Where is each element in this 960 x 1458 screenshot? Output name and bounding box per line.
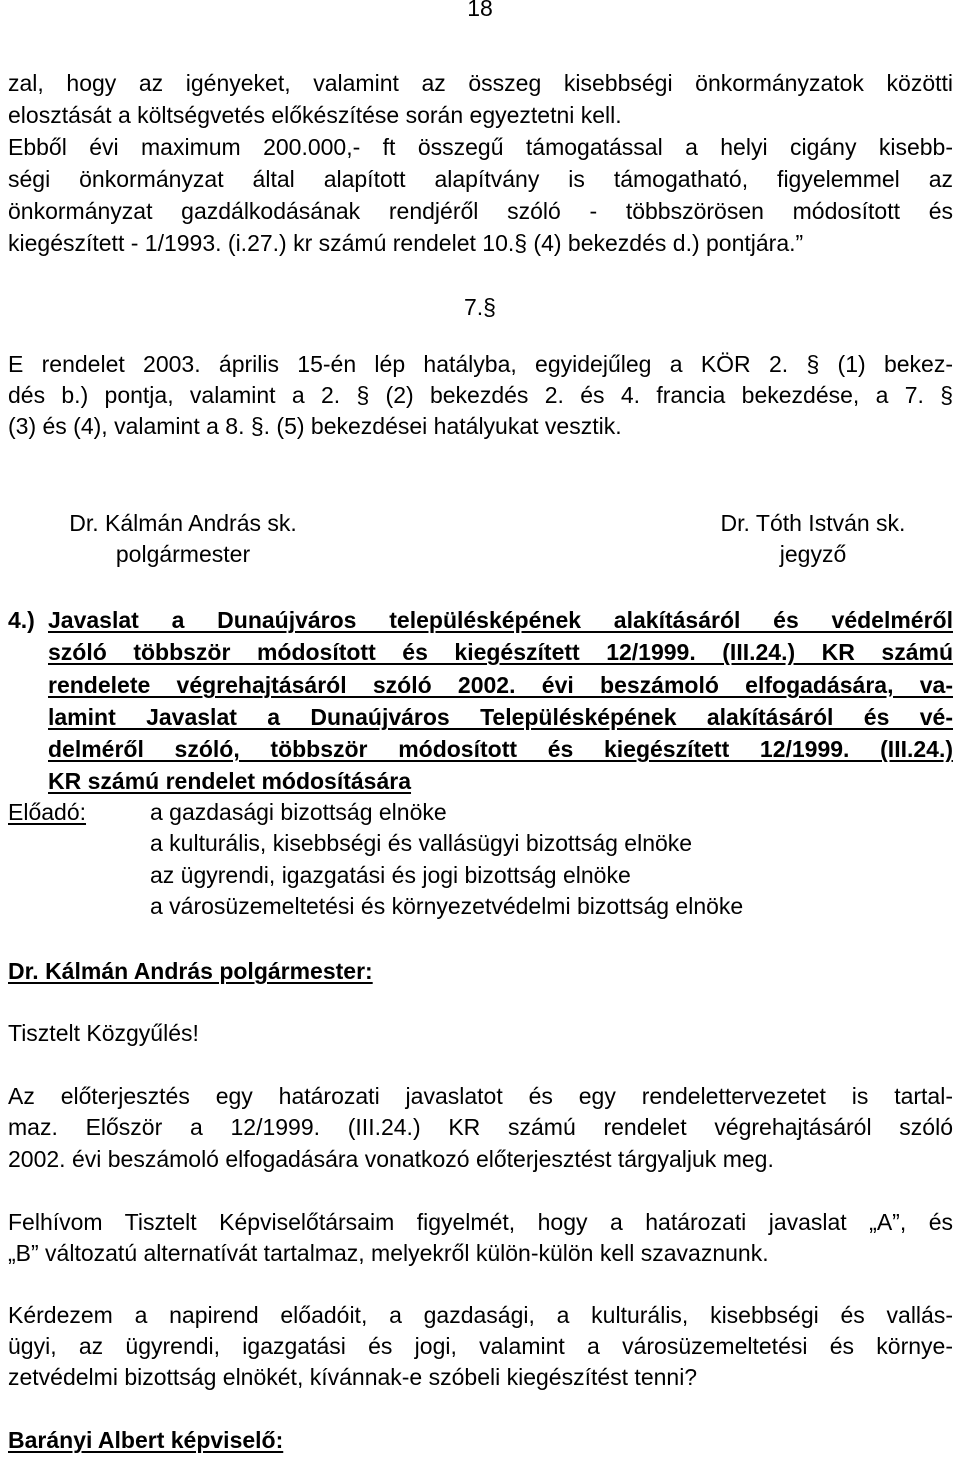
signature-left-title: polgármester [115,541,251,567]
para5-line-2: ügyi, az ügyrendi, igazgatási és jogi, valamint a városüzemeltetési és környe- [8,1333,953,1359]
presenter-item: az ügyrendi, igazgatási és jogi bizottság elnöke [150,862,631,888]
agenda-number: 4.) [8,607,35,633]
greeting: Tisztelt Közgyűlés! [8,1020,199,1046]
para3-line-1: Az előterjesztés egy határozati javaslatot és egy rendelettervezetet is tartal- [8,1083,953,1109]
section-heading: 7.§ [464,294,496,320]
para1-line-3: Ebből évi maximum 200.000,- ft összegű támogatással a helyi cigány kisebb- [8,134,953,160]
para4-line-2: „B” változatú alternatívát tartalmaz, melyekről külön-külön kell szavaznunk. [8,1240,769,1266]
signature-right-title: jegyző [779,541,847,567]
page-number: 18 [467,0,493,21]
para5-line-3: zetvédelmi bizottság elnökét, kívánnak-e szóbeli kiegészítést tenni? [8,1364,698,1390]
para1-line-6: kiegészített - 1/1993. (i.27.) kr számú rendelet 10.§ (4) bekezdés d.) pontjára.” [8,230,804,256]
agenda-title-line-4: lamint Javaslat a Dunaújváros Településképének alakításáról és vé- [48,704,953,730]
agenda-title-line-3: rendelete végrehajtásáról szóló 2002. évi beszámoló elfogadására, va- [48,672,953,698]
signature-left-name: Dr. Kálmán András sk. [69,510,297,536]
para1-line-2: elosztását a költségvetés előkészítése során egyeztetni kell. [8,102,622,128]
para1-line-1: zal, hogy az igényeket, valamint az összeg kisebbségi önkormányzatok közötti [8,70,953,96]
para1-line-5: önkormányzat gazdálkodásának rendjéről szóló - többszörösen módosított és [8,198,953,224]
agenda-title-line-5: delméről szóló, többször módosított és kiegészített 12/1999. (III.24.) [48,736,953,762]
para3-line-3: 2002. évi beszámoló elfogadására vonatkozó előterjesztést tárgyaljuk meg. [8,1146,774,1172]
para2-line-3: (3) és (4), valamint a 8. §. (5) bekezdései hatályukat vesztik. [8,413,622,439]
presenters-label: Előadó: [8,799,87,825]
para3-line-2: maz. Először a 12/1999. (III.24.) KR számú rendelet végrehajtásáról szóló [8,1114,953,1140]
agenda-title-line-1: Javaslat a Dunaújváros településképének alakításáról és védelméről [48,607,953,633]
para2-line-1: E rendelet 2003. április 15-én lép hatályba, egyidejűleg a KÖR 2. § (1) bekez- [8,351,953,377]
agenda-title-line-2: szóló többször módosított és kiegészített 12/1999. (III.24.) KR számú [48,639,953,665]
presenter-item: a városüzemeltetési és környezetvédelmi bizottság elnöke [150,893,744,919]
para5-line-1: Kérdezem a napirend előadóit, a gazdasági, a kulturális, kisebbségi és vallás- [8,1302,953,1328]
para2-line-2: dés b.) pontja, valamint a 2. § (2) bekezdés 2. és 4. francia bekezdése, a 7. § [8,382,953,408]
signature-right-name: Dr. Tóth István sk. [720,510,906,536]
agenda-title-line-6: KR számú rendelet módosítására [48,768,412,794]
speaker-heading-1: Dr. Kálmán András polgármester: [8,958,373,984]
presenter-item: a gazdasági bizottság elnöke [150,799,447,825]
speaker-heading-2: Barányi Albert képviselő: [8,1427,284,1453]
para1-line-4: ségi önkormányzat által alapított alapítvány is támogatható, figyelemmel az [8,166,953,192]
presenter-item: a kulturális, kisebbségi és vallásügyi bizottság elnöke [150,830,693,856]
para4-line-1: Felhívom Tisztelt Képviselőtársaim figyelmét, hogy a határozati javaslat „A”, és [8,1209,953,1235]
